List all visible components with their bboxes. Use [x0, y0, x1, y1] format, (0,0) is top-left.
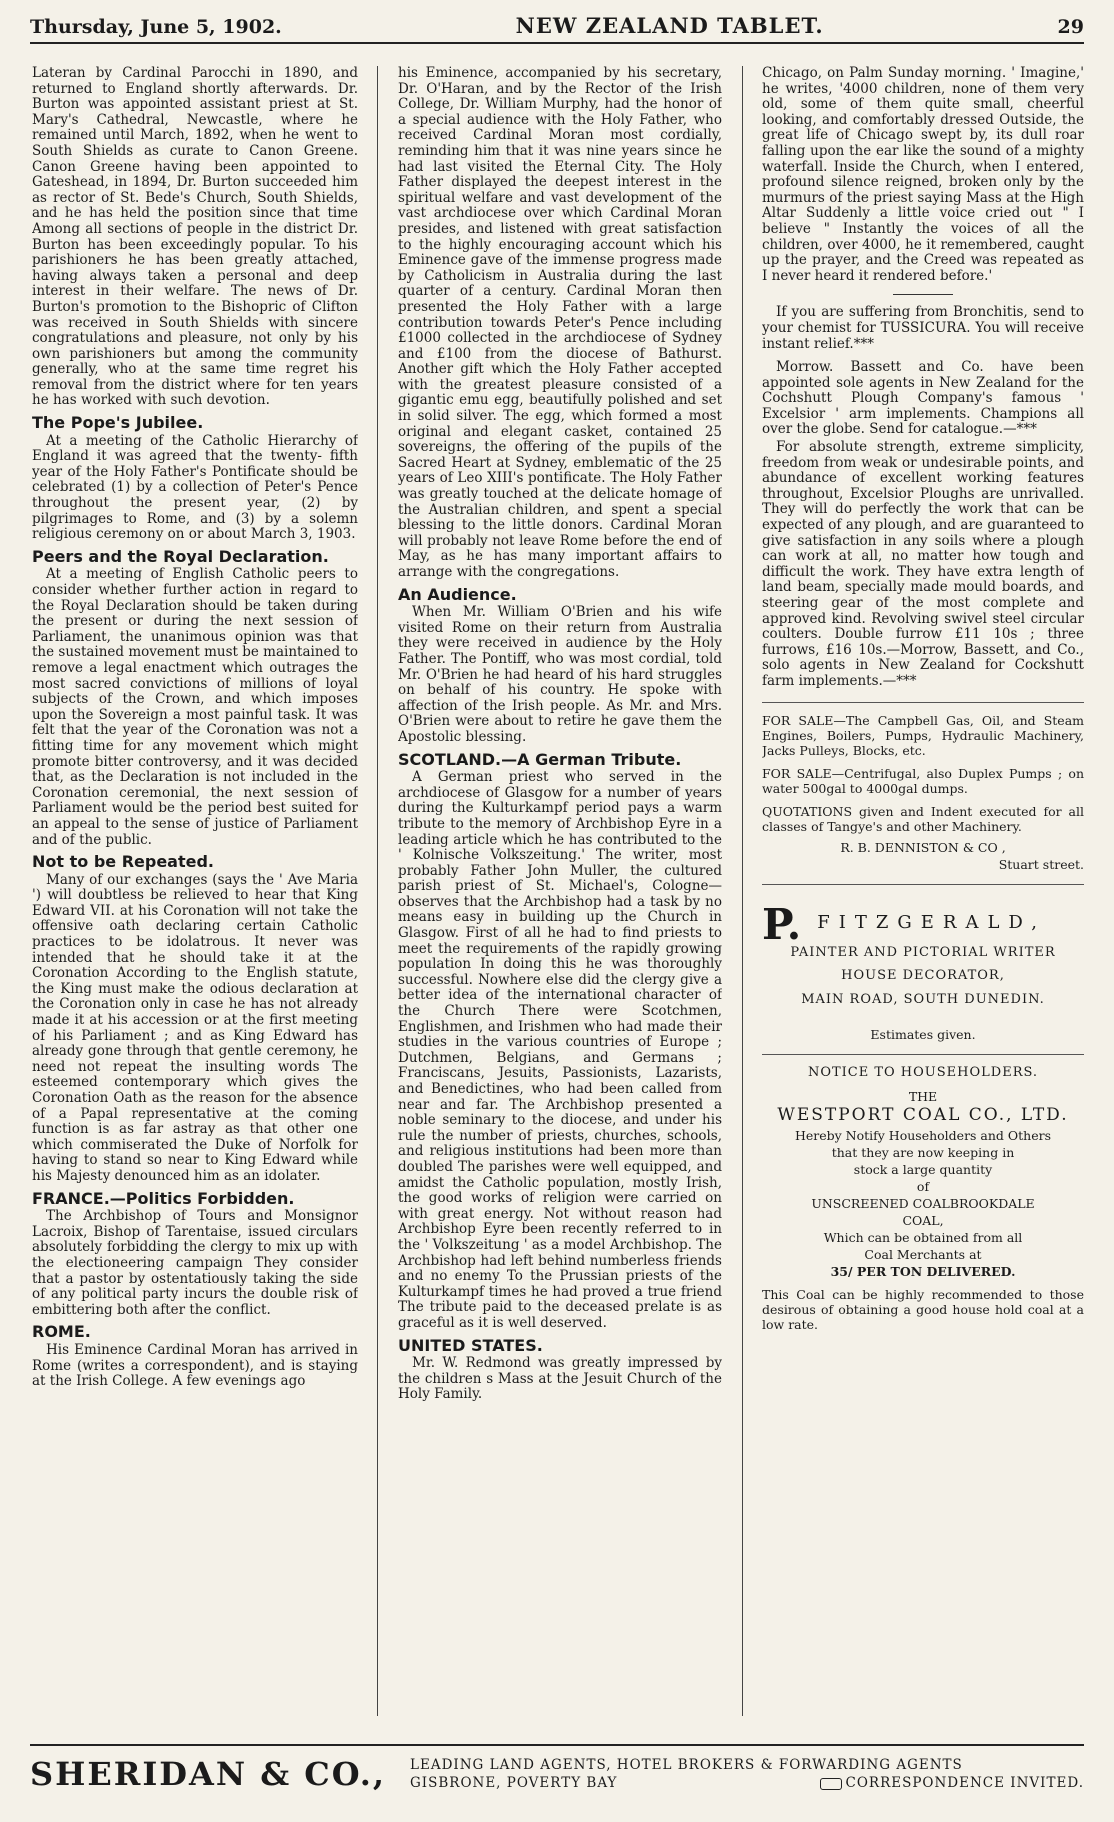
denniston-name: R. B. DENNISTON & CO , — [840, 839, 1006, 855]
article-text: His Eminence Cardinal Moran has arrived in Rome (writes a correspondent), and is staying at the Irish College. A few evenings ago — [32, 1341, 358, 1390]
westport-line: Hereby Notify Householders and Others — [794, 1127, 1052, 1143]
article-text: Mr. W. Redmond was greatly impressed by the children s Mass at the Jesuit Church of the Holy Family. — [398, 1355, 722, 1403]
headline-scotland: SCOTLAND.—A German Tribute. — [398, 749, 682, 769]
westport-line: of — [916, 1178, 930, 1194]
article-text: At a meeting of English Catholic peers to consider whether further action in regard to the Royal Declaration should be taken during the present or during the next session of Parliament, the unanimous opinion was that the sustained movement must be maintained to remove a legal enactment which outrages the most sacred convictions of millions of loyal subjects of the Crown, and which imposes upon the Sovereign a most painful task. It was felt that the year of the Coronation was not a fitting time for any movement which might promote bitter controversy, and it was decided that, as the Declaration is not included in the Coronation ceremonial, the next session of Parliament would be the period best suited for an appeal to the sense of justice of Parliament and of the public. — [32, 566, 358, 848]
divider — [893, 294, 953, 295]
article-text: At a meeting of the Catholic Hierarchy of England it was agreed that the twenty- fifth year of the Holy Father's Pontificate should be celebrated (1) by a collection of Peter's Pence throughout the present year, (2) by pilgrimages to Rome, and (3) by a solemn religious ceremony on or about March 3, 1903. — [32, 432, 358, 543]
column-3 — [762, 66, 1084, 1716]
westport-line: that they are now keeping in — [831, 1144, 1015, 1160]
fitzgerald-trade-2: HOUSE DECORATOR, — [841, 968, 1005, 984]
headline-united-states: UNITED STATES. — [398, 1335, 543, 1355]
westport-line: UNSCREENED COALBROOKDALE — [811, 1195, 1035, 1211]
westport-line: stock a large quantity — [853, 1161, 993, 1177]
sheridan-brand: SHERIDAN & CO., — [30, 1755, 387, 1793]
page-number: 29 — [1057, 16, 1084, 38]
page-footer — [30, 1744, 1084, 1802]
fitzgerald-initial: P. — [762, 899, 802, 949]
advert-morrow-bassett: Morrow. Bassett and Co. have been appointed sole agents in New Zealand for the Cochshutt Plough Company's famous ' Excelsior ' arm implements. Champions all over the globe. Send for catalogue.—*** — [762, 359, 1084, 438]
column-1 — [32, 66, 358, 1716]
westport-line: Coal Merchants at — [864, 1246, 982, 1262]
westport-price: 35/ PER TON DELIVERED. — [830, 1263, 1016, 1279]
column-rule — [742, 66, 743, 1716]
westport-recommend: This Coal can be highly recommended to those desirous of obtaining a good house hold coal at a low rate. — [762, 1286, 1084, 1332]
headline-peers: Peers and the Royal Declaration. — [32, 546, 329, 566]
headline-popes-jubilee: The Pope's Jubilee. — [32, 413, 204, 433]
article-continuation: Lateran by Cardinal Parocchi in 1890, and returned to England shortly afterwards. Dr. Burton was appointed assistant priest at St. Mary's Cathedral, Newcastle, where he remained until March, 1892, when he went to South Shields as curate to Canon Greene. Canon Greene having been appointed to Gateshead, in 1894, Dr. Burton succeeded him as rector of St. Bede's Church, South Shields, and he has held the position since that time Among all sections of people in the district Dr. Burton has been exceedingly popular. To his parishioners he has been greatly attached, having always taken a personal and deep interest in their welfare. The news of Dr. Burton's promotion to the Bishopric of Clifton was received in South Shields with sincere congratulations and pleasure, not only by his own parishioners but among the community generally, who at the same time regret his removal from the district where for ten years he has worked with such devotion. — [32, 66, 358, 409]
advert-westport-coal — [762, 1054, 1084, 1331]
sheridan-line-1: LEADING LAND AGENTS, HOTEL BROKERS & FORWARDING AGENTS — [410, 1757, 963, 1773]
article-text: Many of our exchanges (says the ' Ave Maria ') will doubtless be relieved to hear that King Edward VII. at his Coronation will not take the offensive oath declaring certain Catholic practices to be idolatrous. It never was intended that he should take it at the Coronation According to the English statute, the King must make the odious declaration at the Coronation only in case he has not already made it at his accession or at the first meeting of his Parliament ; and as King Edward has already gone through that gentle ceremony, he need not repeat the insulting words The esteemed contemporary which gives the Coronation Oath as the reason for the absence of a Papal representative at the coming function is as far astray as that other one which commiserated the Duke of Norfolk for having to stand so near to King Edward while his Majesty denounced him as an idolater. — [32, 871, 358, 1184]
advert-denniston — [762, 702, 1084, 872]
masthead-title: NEW ZEALAND TABLET. — [515, 13, 824, 38]
advert-fitzgerald — [762, 884, 1084, 1043]
article-continuation: his Eminence, accompanied by his secretary, Dr. O'Haran, and by the Rector of the Irish College, Dr. William Murphy, had the honor of a special audience with the Holy Father, who received Cardinal Moran most cordially, reminding him that it was nine years since he had last visited the Eternal City. The Holy Father displayed the deepest interest in the spiritual welfare and vast development of the vast archdiocese over which Cardinal Moran presides, and listened with great satisfaction to the highly encouraging account which his Eminence gave of the immense progress made by Catholicism in Australia during the last quarter of a century. Cardinal Moran then presented the Holy Father with a large contribution towards Peter's Pence including £1000 collected in the archdiocese of Sydney and £100 from the diocese of Bathurst. Another gift which the Holy Father accepted with the greatest pleasure consisted of a gigantic emu egg, beautifully polished and set in solid silver. The egg, which formed a most original and elegant casket, contained 25 sovereigns, the offering of the pupils of the Sacred Heart at Sydney, emblematic of the 25 years of Leo XIII's pontificate. The Holy Father was greatly touched at the delicate homage of the Australian children, and spent a special blessing to the little donors. Cardinal Moran will probably not leave Rome before the end of May, as he has many important affairs to arrange with the congregations. — [398, 66, 722, 580]
article-text: When Mr. William O'Brien and his wife visited Rome on their return from Australia they were received in audience by the Holy Father. The Pontiff, who was most cordial, told Mr. O'Brien he had heard of his hard struggles on behalf of his country. He spoke with affection of the Irish people. As Mr. and Mrs. O'Brien were about to retire he gave them the Apostolic blessing. — [398, 604, 722, 745]
article-text: A German priest who served in the archdiocese of Glasgow for a number of years during the Kulturkampf period pays a warm tribute to the memory of Archbishop Eyre in a leading article which he has contributed to the ' Kolnische Volkszeitung.' The writer, most probably Father John Muller, the cultured parish priest of St. Michael's, Cologne—observes that the Archbishop had a task by no means easy in building up the Church in Glasgow. First of all he had to find priests to meet the requirements of the rapidly growing population In doing this he was thoroughly successful. Nowhere else did the clergy give a better idea of the international character of the Church There were Scotchmen, Englishmen, and Irishmen who had made their studies in the various countries of Europe ; Dutchmen, Belgians, and Germans ; Franciscans, Jesuits, Passionists, Lazarists, and Benedictines, who had been called from near and far. The Archbishop presented a noble seminary to the diocese, and under his rule the number of priests, churches, schools, and religious institutions had been more than doubled The parishes were well equipped, and amidst the Catholic population, mostly Irish, the good works of religion were carried on with great energy. Not without reason had Archbishop Eyre been recently referred to in the ' Volkszeitung ' as a model Archbishop. The Archbishop had left behind numberless friends and no enemy To the Prussian priests of the Kulturkampf times he had proved a true friend The tribute paid to the deceased prelate is as graceful as it is well deserved. — [398, 769, 722, 1331]
headline-audience: An Audience. — [398, 584, 517, 604]
westport-title: WESTPORT COAL CO., LTD. — [777, 1104, 1069, 1125]
sheridan-location: GISBRONE, POVERTY BAY — [410, 1775, 618, 1791]
fitzgerald-trade: PAINTER AND PICTORIAL WRITER — [790, 944, 1056, 960]
westport-line: COAL, — [902, 1212, 944, 1228]
page-header — [30, 8, 1084, 44]
for-sale-pumps: FOR SALE—Centrifugal, also Duplex Pumps ; on water 500gal to 4000gal dumps. — [762, 765, 1084, 796]
fitzgerald-name: FITZGERALD, — [817, 911, 1046, 933]
article-text: The Archbishop of Tours and Monsignor Lacroix, Bishop of Tarentaise, issued circulars absolutely forbidding the clergy to mix up with the electioneering campaign They consider that a pastor by ostentatiously taking the side of any political party incurs the double risk of embittering both after the conflict. — [32, 1208, 358, 1318]
for-sale-engines: FOR SALE—The Campbell Gas, Oil, and Steam Engines, Boilers, Pumps, Hydraulic Machinery, Jacks Pulleys, Blocks, etc. — [762, 712, 1084, 758]
the-label: THE — [908, 1088, 938, 1104]
sheridan-info — [410, 1756, 1084, 1792]
headline-not-repeated: Not to be Repeated. — [32, 852, 214, 872]
denniston-address: Stuart street. — [998, 856, 1084, 872]
advert-excelsior-ploughs: For absolute strength, extreme simplicity, freedom from weak or undesirable points, and abundance of excellent working features throughout, Excelsior Ploughs are unrivalled. They will do perfectly the work that can be expected of any plough, and are guaranteed to give satisfaction in any soils where a plough can work at all, no matter how tough and difficult the work. They have extra length of land beam, specially made mould boards, and steering gear of the most complete and approved kind. Revolving swivel steel circular coulters. Double furrow £11 10s ; three furrows, £16 10s.—Morrow, Bassett, and Co., solo agents in New Zealand for Cockshutt farm implements.—*** — [762, 439, 1084, 689]
column-2 — [398, 66, 722, 1716]
westport-line: Which can be obtained from all — [823, 1229, 1023, 1245]
fitzgerald-address: MAIN ROAD, SOUTH DUNEDIN. — [801, 991, 1045, 1007]
headline-rome: ROME. — [32, 1322, 91, 1342]
fitzgerald-estimates: Estimates given. — [870, 1027, 976, 1043]
notice-heading: NOTICE TO HOUSEHOLDERS. — [807, 1065, 1039, 1081]
sheridan-correspondence: CORRESPONDENCE INVITED. — [845, 1775, 1084, 1791]
issue-date: Thursday, June 5, 1902. — [30, 16, 282, 38]
column-rule — [377, 66, 378, 1716]
quotations-text: QUOTATIONS given and Indent executed for all classes of Tangye's and other Machinery. — [762, 803, 1084, 834]
pointing-hand-icon — [820, 1778, 842, 1790]
article-continuation: Chicago, on Palm Sunday morning. ' Imagine,' he writes, '4000 children, none of them very old, some of them quite small, cheerful looking, and comfortably dressed Outside, the great life of Chicago swept by, its dull roar falling upon the ear like the sound of a mighty waterfall. Inside the Church, when I entered, profound silence reigned, broken only by the murmurs of the priest saying Mass at the High Altar Suddenly a little voice cried out " I believe " Instantly the voices of all the children, over 4000, he it remembered, caught up the prayer, and the Creed was repeated as I never heard it rendered before.' — [762, 66, 1084, 284]
headline-france: FRANCE.—Politics Forbidden. — [32, 1188, 295, 1208]
advert-tussicura: If you are suffering from Bronchitis, send to your chemist for TUSSICURA. You will receive instant relief.*** — [762, 304, 1084, 352]
